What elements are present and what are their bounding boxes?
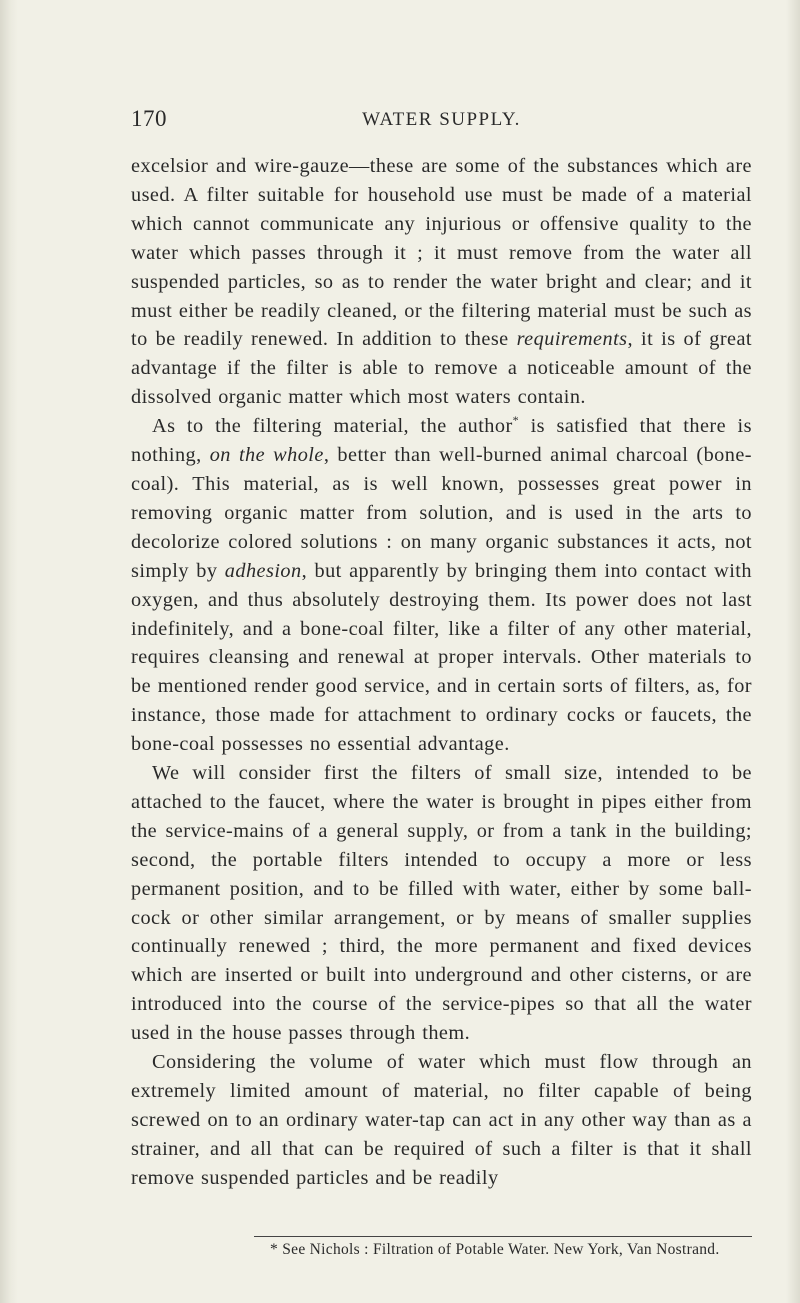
paragraph [131,759,752,1048]
body-text [131,152,752,1193]
text-run: is satisfied that there is nothing, [131,415,752,467]
italic-text: requirements [516,328,628,351]
page-number: 170 [131,106,167,131]
text-run: , better than well-burned animal charcoal (bone-coal). This material, as is well known, possesses great power in removing organic matter from solution, and is used in the arts to decolorize colored solutions : on many organic substances it acts, not simply by [131,444,753,582]
running-head: WATER SUPPLY. [362,109,521,130]
paragraph [131,1048,752,1193]
footnote-marker: * [512,413,520,428]
page-edge-shadow-right [786,0,800,1303]
footnote-rule [254,1236,752,1237]
text-run: , but apparently by bringing them into contact with oxygen, and thus absolutely destroying them. Its power does not last indefinitely, and a bone-coal filter, like a filter of any other material, requires cleansing and renewal at proper intervals. Other materials to be mentioned render good service, and in certain sorts of filters, as, for instance, those made for attachment to ordinary cocks or faucets, the bone-coal possesses no essential advantage. [131,559,752,756]
italic-text: on the whole [209,444,324,467]
text-run: , it is of great advantage if the filter is able to remove a noticeable amount of the dissolved organic matter which most waters contain. [131,328,753,409]
page-header [131,106,752,136]
text-run: excelsior and wire-gauze—these are some of the substances which are used. A filter suitable for household use must be made of a material which cannot communicate any injurious or offensive quality to the water which passes through it ; it must remove from the water all suspended particles, so as to render the water bright and clear; and it must either be readily cleaned, or the filtering material must be such as to be readily renewed. In addition to these [131,155,752,351]
page-edge-shadow-left [0,0,18,1303]
italic-text: adhesion [224,559,302,582]
paragraph [131,412,752,759]
footnote: * See Nichols : Filtration of Potable Water. New York, Van Nostrand. [270,1241,720,1258]
text-run: We will consider first the filters of small size, intended to be attached to the faucet, where the water is brought in pipes either from the service-mains of a general supply, or from a tank in the building; second, the portable filters intended to occupy a more or less permanent position, and to be filled with water, either by some ball-cock or other similar arrangement, or by means of smaller supplies continually renewed ; third, the more permanent and fixed devices which are inserted or built into underground and other cisterns, or are introduced into the course of the service-pipes so that all the water used in the house passes through them. [131,762,752,1045]
paragraph [131,152,752,412]
text-run: Considering the volume of water which must flow through an extremely limited amount of material, no filter capable of being screwed on to an ordinary water-tap can act in any other way than as a strainer, and all that can be required of such a filter is that it shall remove suspended particles and be readily [131,1051,752,1189]
text-run: As to the filtering material, the author [152,415,513,438]
